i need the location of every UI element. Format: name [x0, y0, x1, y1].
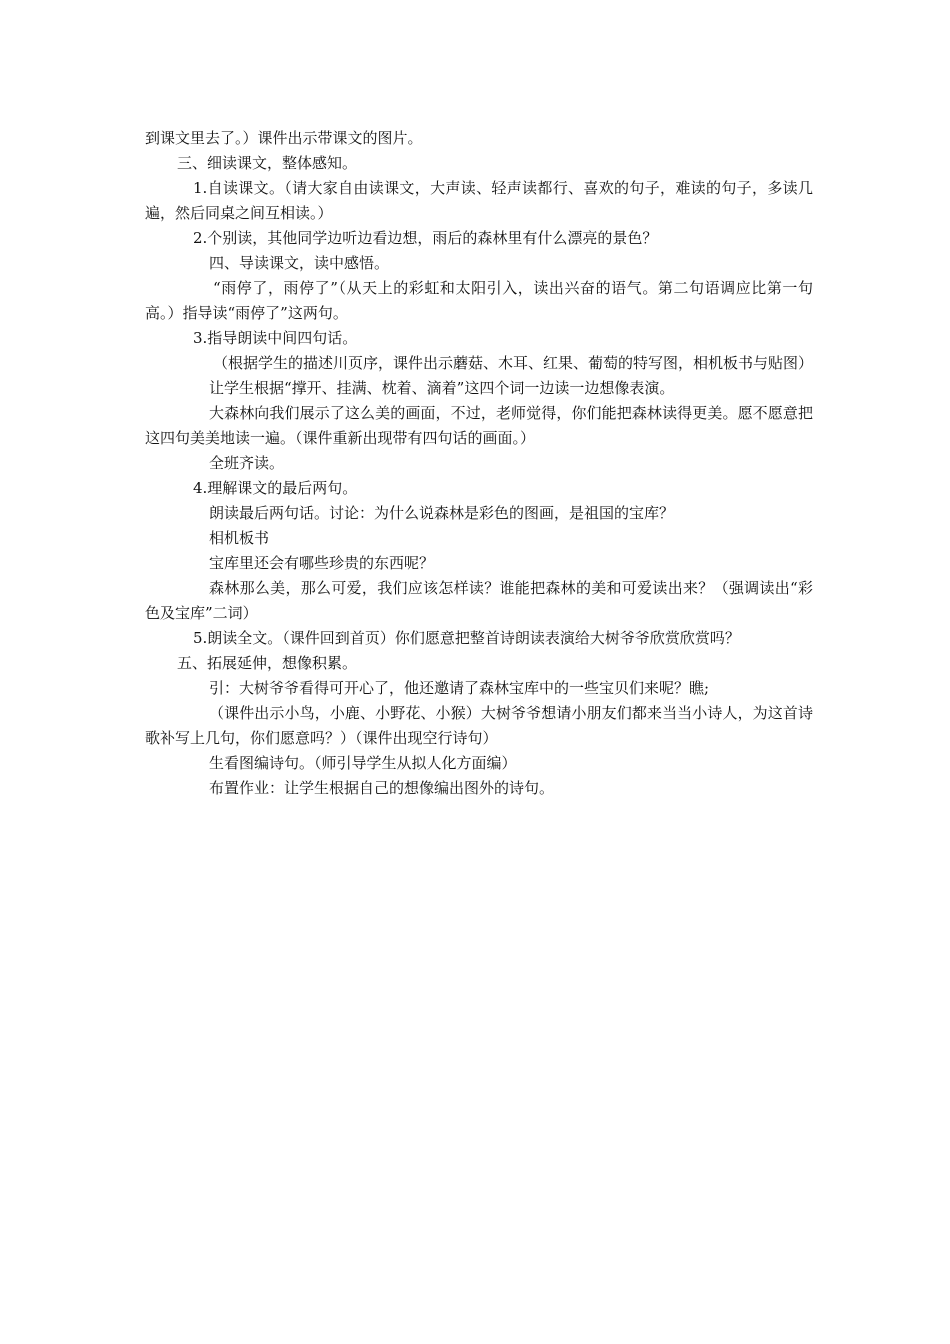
paragraph-courseware-images: （根据学生的描述川页序，课件出示蘑菇、木耳、红果、葡萄的特写图，相机板书与贴图）: [213, 354, 814, 372]
heading-section-3: 三、细读课文，整体感知。: [177, 154, 358, 172]
paragraph-board-writing: 相机板书: [209, 529, 270, 547]
paragraph-discussion: 朗读最后两句话。讨论：为什么说森林是彩色的图画，是祖国的宝库？: [209, 504, 675, 522]
paragraph-step-4: 4.理解课文的最后两句。: [193, 479, 358, 497]
paragraph-class-read: 全班齐读。: [209, 454, 285, 472]
paragraph-little-poets: （课件出示小鸟，小鹿、小野花、小猴）大树爷爷想请小朋友们都来当当小诗人，为这首诗歌补写上几句，你们愿意吗？）（课件出现空行诗句）: [145, 704, 813, 747]
paragraph-treasure: 宝库里还会有哪些珍贵的东西呢？: [209, 554, 435, 572]
paragraph-homework: 布置作业：让学生根据自己的想像编出图外的诗句。: [209, 779, 555, 797]
heading-section-5: 五、拓展延伸，想像积累。: [177, 654, 358, 672]
paragraph-act-out: 让学生根据“撑开、挂满、枕着、滴着”这四个词一边读一边想像表演。: [209, 379, 675, 397]
paragraph-compose: 生看图编诗句。（师引导学生从拟人化方面编）: [209, 754, 517, 772]
paragraph-1: 到课文里去了。）课件出示带课文的图片。: [145, 129, 423, 147]
paragraph-how-to-read: 森林那么美，那么可爱，我们应该怎样读？谁能把森林的美和可爱读出来？（强调读出“彩色及宝库”二词）: [145, 579, 813, 622]
paragraph-forest-beauty: 大森林向我们展示了这么美的画面，不过，老师觉得，你们能把森林读得更美。愿不愿意把这四句美美地读一遍。（课件重新出现带有四句话的画面。）: [145, 404, 813, 447]
heading-section-4: 四、导读课文，读中感悟。: [209, 254, 390, 272]
paragraph-step-2: 2.个别读，其他同学边听边看边想，雨后的森林里有什么漂亮的景色？: [193, 229, 658, 247]
paragraph-rain-stopped: “雨停了，雨停了”（从天上的彩虹和太阳引入，读出兴奋的语气。第二句语调应比第一句高。）指导读“雨停了”这两句。: [145, 279, 813, 322]
paragraph-step-1: 1.自读课文。（请大家自由读课文，大声读、轻声读都行、喜欢的句子，难读的句子，多读几遍，然后同桌之间互相读。）: [145, 179, 813, 222]
paragraph-step-5: 5.朗读全文。（课件回到首页）你们愿意把整首诗朗读表演给大树爷爷欣赏欣赏吗？: [193, 629, 740, 647]
document-body: [145, 126, 813, 801]
paragraph-step-3: 3.指导朗读中间四句话。: [193, 329, 358, 347]
paragraph-lead-in: 引：大树爷爷看得可开心了，他还邀请了森林宝库中的一些宝贝们来呢？瞧;: [209, 679, 710, 697]
